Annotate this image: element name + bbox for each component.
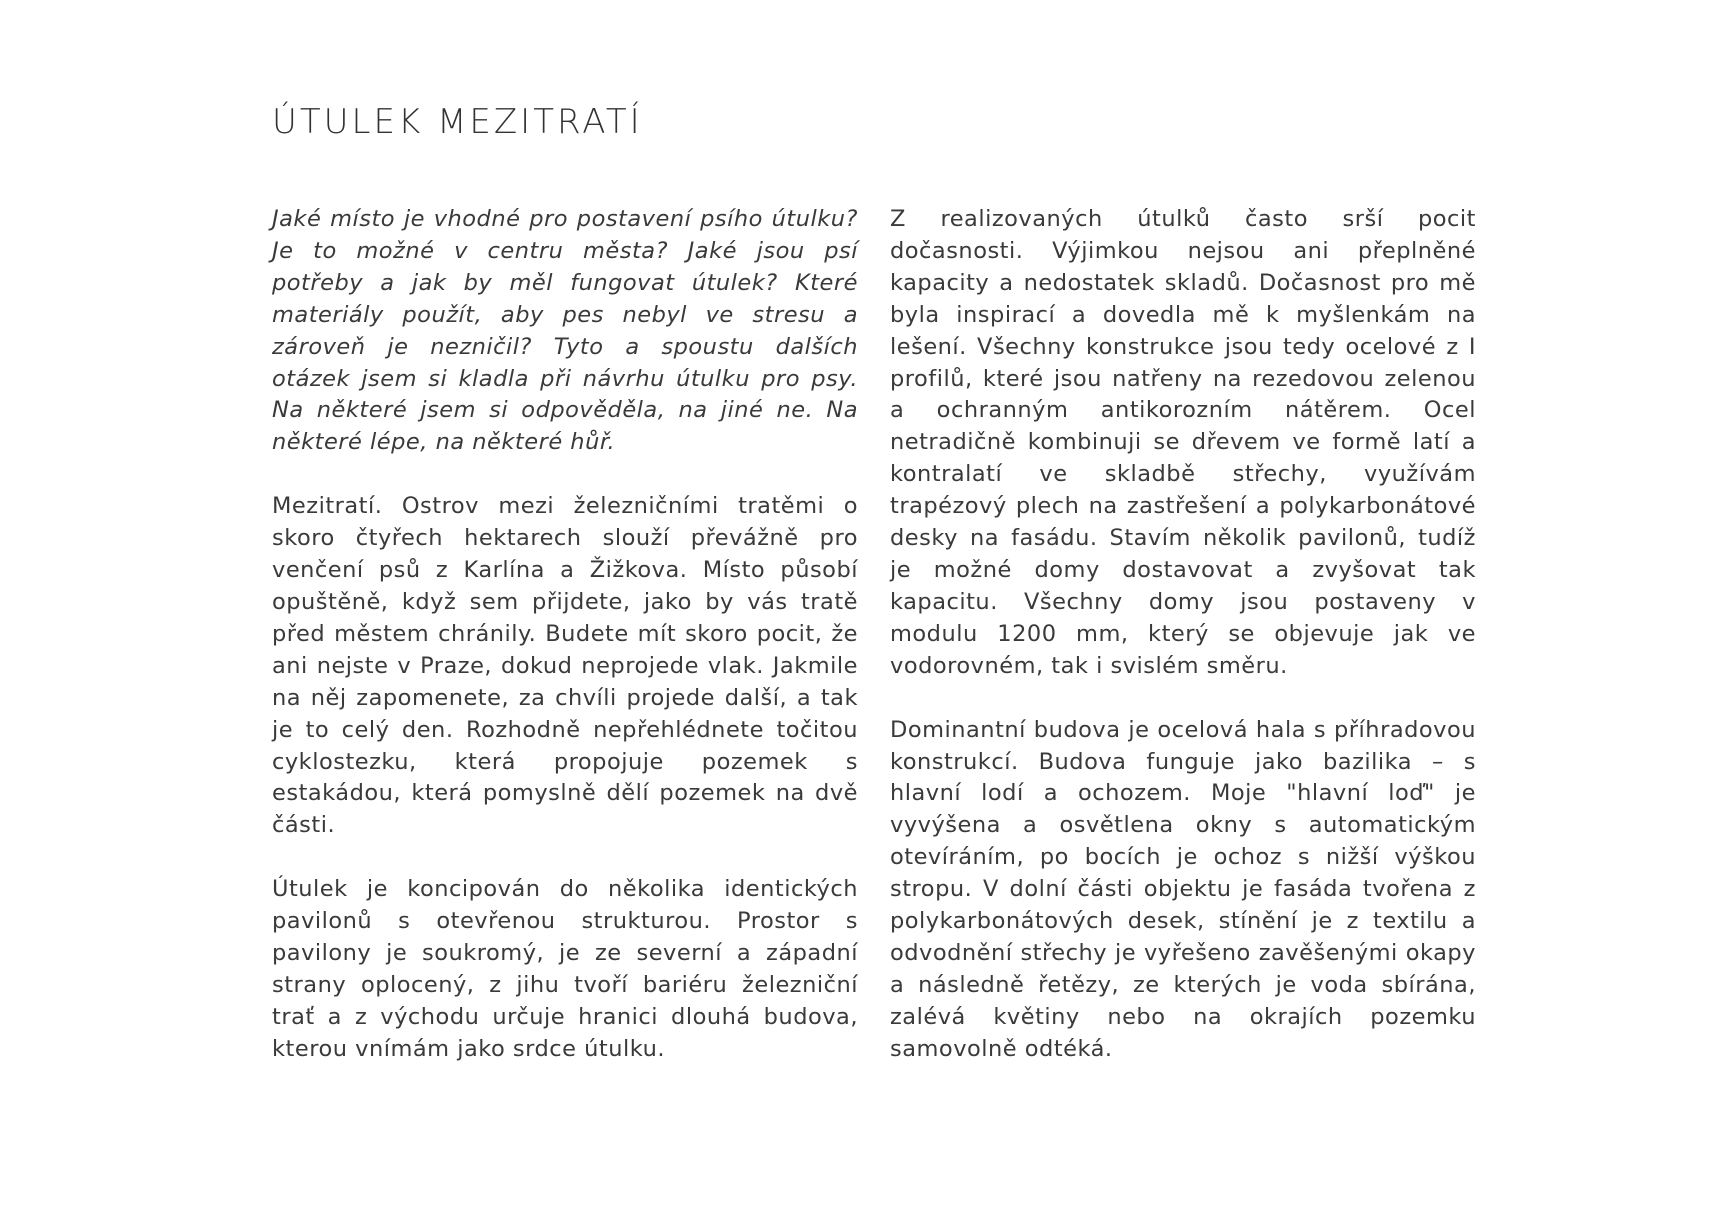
- shelter-layout-paragraph: Útulek je koncipován do několika identických pavilonů s otevřenou strukturou. Prostor s pavilony je soukromý, je ze severní a západní strany oplocený, z jihu tvoří bariéru železniční trať a z východu určuje hranici dlouhá budova, kterou vnímám jako srdce útulku.: [272, 876, 858, 1062]
- construction-paragraph: Z realizovaných útulků často srší pocit dočasnosti. Výjimkou nejsou ani přeplněné kapacity a nedostatek skladů. Dočasnost pro mě byla inspirací a dovedla mě k myšlenkám na lešení. Všechny konstrukce jsou tedy ocelové z I profilů, které jsou natřeny na rezedovou zelenou a ochranným antikorozním nátěrem. Ocel netradičně kombinuji se dřevem ve formě latí a kontralatí ve skladbě střechy, využívám trapézový plech na zastřešení a polykarbonátové desky na fasádu. Stavím několik pavilonů, tudíž je možné domy dostavovat a zvyšovat tak kapacitu. Všechny domy jsou postaveny v modulu 1200 mm, který se objevuje jak ve vodorovném, tak i svislém směru.: [890, 206, 1476, 679]
- intro-paragraph: Jaké místo je vhodné pro postavení psího útulku? Je to možné v centru města? Jaké jsou psí potřeby a jak by měl fungovat útulek? Které materiály použít, aby pes nebyl ve stresu a zároveň je nezničil? Tyto a spoustu dalších otázek jsem si kladla při návrhu útulku pro psy. Na některé jsem si odpověděla, na jiné ne. Na některé lépe, na některé hůř.: [272, 206, 858, 456]
- left-text-column: [272, 204, 858, 1098]
- mezitrati-paragraph: Mezitratí. Ostrov mezi železničními tratěmi o skoro čtyřech hektarech slouží převážně pro venčení psů z Karlína a Žižkova. Místo působí opuštěně, když sem přijdete, jako by vás tratě před městem chránily. Budete mít skoro pocit, že ani nejste v Praze, dokud neprojede vlak. Jakmile na něj zapomenete, za chvíli projede další, a tak je to celý den. Rozhodně nepřehlédnete točitou cyklostezku, která propojuje pozemek s estakádou, která pomyslně dělí pozemek na dvě části.: [272, 493, 858, 839]
- main-building-paragraph: Dominantní budova je ocelová hala s příhradovou konstrukcí. Budova funguje jako bazilika – s hlavní lodí a ochozem. Moje "hlavní loď" je vyvýšena a osvětlena okny s automatickým otevíráním, po bocích je ochoz s nižší výškou stropu. V dolní části objektu je fasáda tvořena z polykarbonátových desek, stínění je z textilu a odvodnění střechy je vyřešeno zavěšenými okapy a následně řetězy, ze kterých je voda sbírána, zalévá květiny nebo na okrajích pozemku samovolně odtéká.: [890, 716, 1476, 1062]
- right-text-column: [890, 204, 1476, 1098]
- page-title: ÚTULEK MEZITRATÍ: [272, 102, 643, 142]
